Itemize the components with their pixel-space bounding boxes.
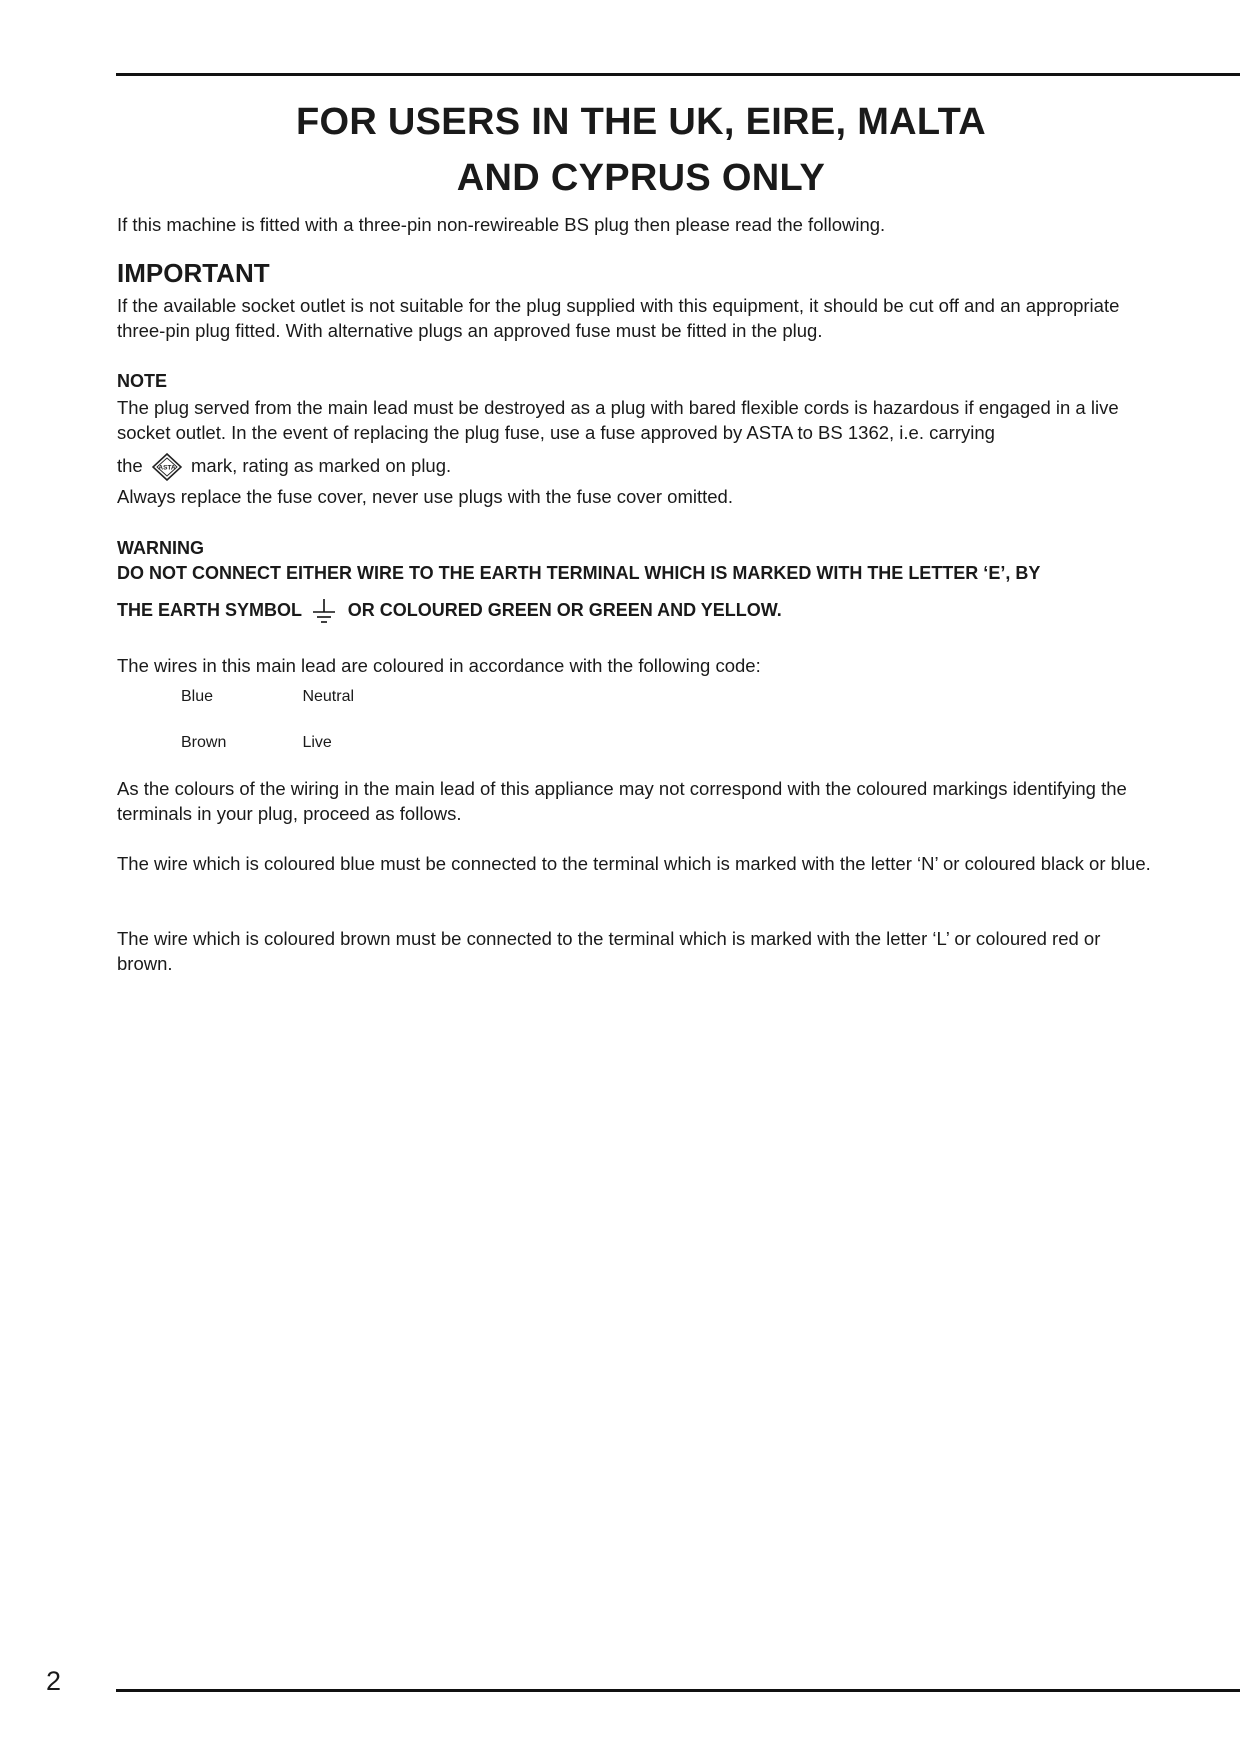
page-title-line-2: AND CYPRUS ONLY: [456, 157, 826, 199]
note-asta-after: mark, rating as marked on plug.: [191, 455, 452, 476]
warning-line-2-after: OR COLOURED GREEN OR GREEN AND YELLOW.: [347, 599, 782, 620]
blue-wire-paragraph: The wire which is coloured blue must be connected to the terminal which is marked with the letter ‘N’ or coloured black or blue.: [117, 853, 1151, 874]
wire-colour: Brown: [181, 734, 227, 751]
earth-symbol-icon: [311, 596, 337, 626]
wire-code-row: [181, 733, 332, 753]
note-asta-before: the: [117, 455, 143, 476]
page-number: 2: [46, 1666, 62, 1696]
wiring-paragraph: As the colours of the wiring in the main lead of this appliance may not correspond with the coloured markings identifying the terminals in your plug, proceed as follows.: [117, 778, 1127, 824]
important-body: If the available socket outlet is not suitable for the plug supplied with this equipment, it should be cut off and an appropriate three-pin plug fitted. With alternative plugs an approved fuse must be fitted in the plug.: [117, 295, 1120, 341]
intro-text: If this machine is fitted with a three-pin non-rewireable BS plug then please read the following.: [117, 214, 886, 235]
note-heading: NOTE: [117, 371, 168, 391]
asta-approval-mark-icon: [152, 453, 182, 481]
note-body: The plug served from the main lead must be destroyed as a plug with bared flexible cords is hazardous if engaged in a live socket outlet. In the event of replacing the plug fuse, use a fuse approved by ASTA to BS 1362, i.e. carrying: [117, 397, 1119, 443]
warning-line-2: [117, 596, 782, 626]
bottom-rule: [116, 1689, 1240, 1692]
page-title-line-1: FOR USERS IN THE UK, EIRE, MALTA: [295, 101, 987, 143]
wire-code-row: [181, 687, 354, 707]
warning-heading: WARNING: [117, 538, 204, 558]
top-rule: [116, 73, 1240, 76]
warning-line-1: DO NOT CONNECT EITHER WIRE TO THE EARTH TERMINAL WHICH IS MARKED WITH THE LETTER ‘E’, BY: [117, 563, 1041, 583]
important-heading: IMPORTANT: [117, 258, 270, 288]
page-title: [116, 94, 1166, 206]
wires-intro: The wires in this main lead are coloured in accordance with the following code:: [117, 655, 761, 676]
note-fuse-cover: Always replace the fuse cover, never use plugs with the fuse cover omitted.: [117, 486, 733, 507]
svg-text:ASTA: ASTA: [158, 464, 176, 472]
wire-meaning: Neutral: [302, 688, 355, 705]
wire-colour: Blue: [181, 688, 214, 705]
wire-meaning: Live: [302, 734, 332, 751]
warning-line-2-before: THE EARTH SYMBOL: [117, 599, 302, 620]
brown-wire-paragraph: The wire which is coloured brown must be connected to the terminal which is marked with the letter ‘L’ or coloured red or brown.: [117, 928, 1101, 974]
note-asta-line: [117, 453, 1157, 481]
